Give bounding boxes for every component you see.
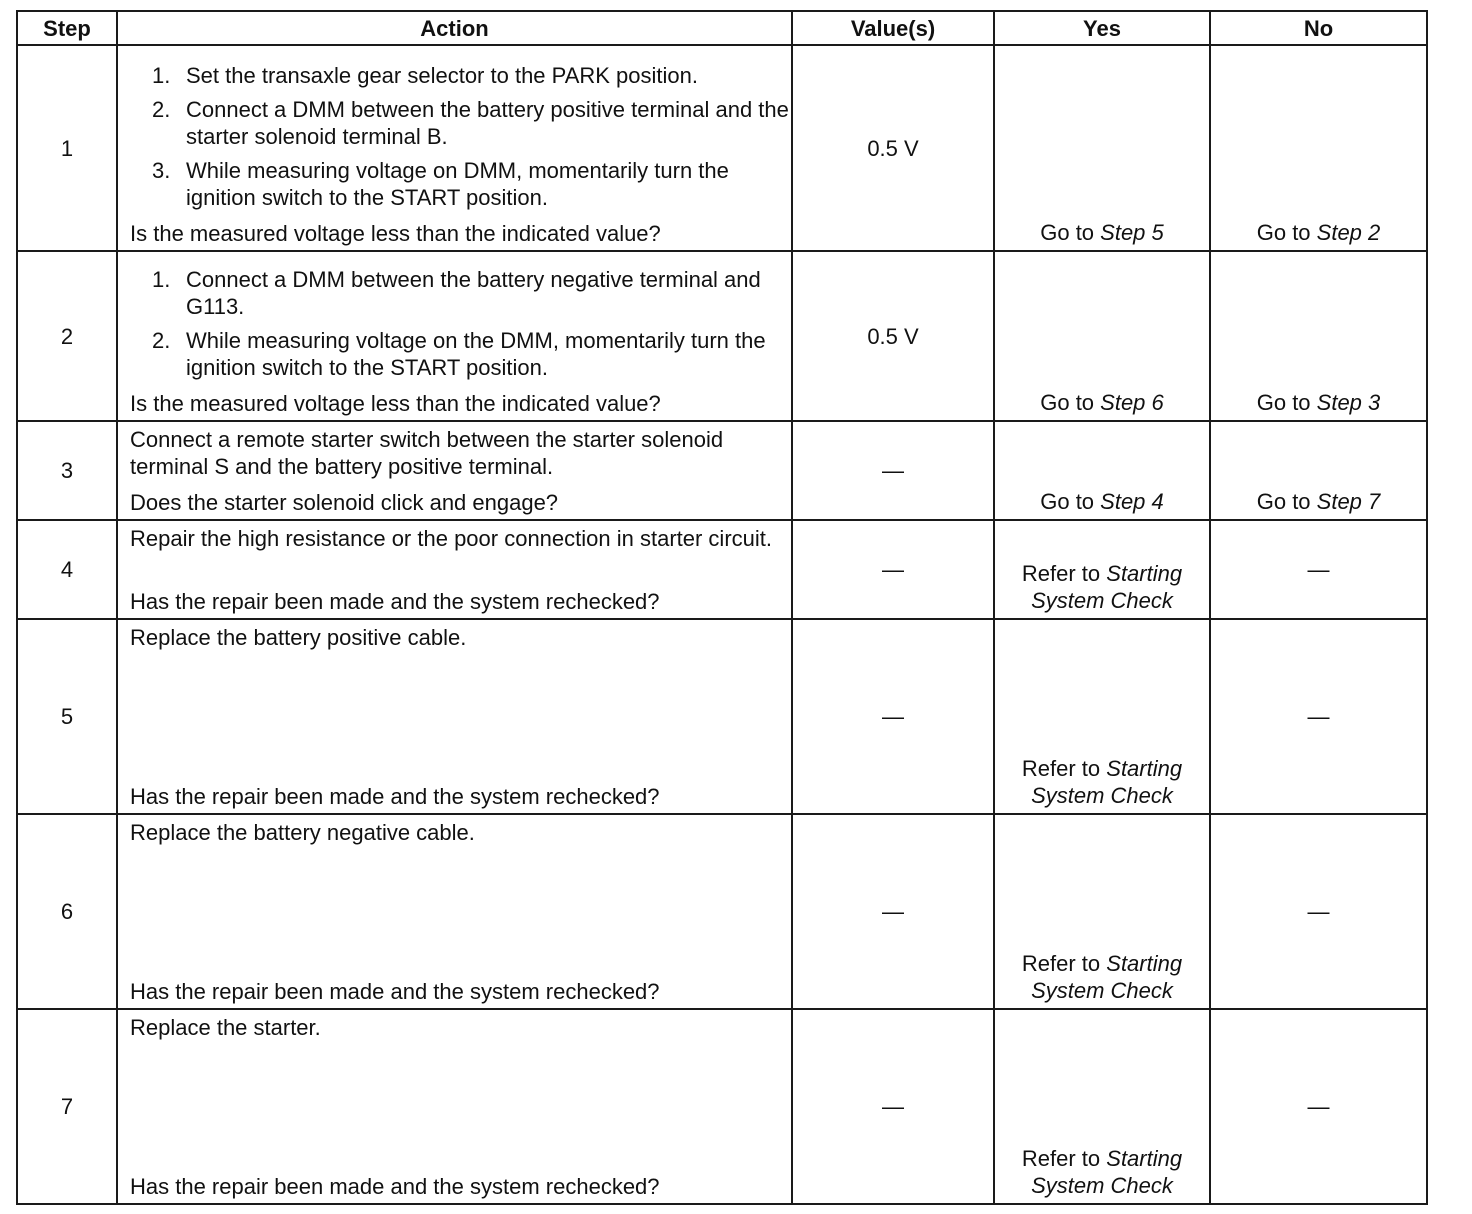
value-cell — [792, 421, 994, 520]
no-cell — [1210, 520, 1427, 619]
header-no: No — [1210, 11, 1427, 45]
value-cell: 0.5 V — [792, 251, 994, 421]
yes-result: Refer to Starting System Check — [1021, 1146, 1183, 1198]
table-row-step-3 — [17, 421, 1427, 520]
step-number: 4 — [17, 520, 117, 619]
action-question: Has the repair been made and the system rechecked? — [130, 979, 660, 1004]
action-cell — [117, 619, 792, 814]
diagnostic-table — [16, 10, 1428, 1205]
yes-result: Refer to Starting System Check — [1021, 561, 1183, 613]
yes-cell — [994, 421, 1210, 520]
empty-value-dash: — — [882, 458, 904, 483]
header-yes: Yes — [994, 11, 1210, 45]
step-number: 3 — [17, 421, 117, 520]
action-question: Is the measured voltage less than the indicated value? — [130, 391, 661, 416]
empty-value-dash: — — [882, 704, 904, 729]
step-number: 6 — [17, 814, 117, 1009]
yes-result: Refer to Starting System Check — [1021, 756, 1183, 808]
action-instruction: Replace the battery negative cable. — [130, 820, 475, 845]
empty-value-dash: — — [882, 557, 904, 582]
table-row-step-5 — [17, 619, 1427, 814]
value-cell — [792, 619, 994, 814]
value-cell: 0.5 V — [792, 45, 994, 251]
action-question: Does the starter solenoid click and engage? — [130, 490, 559, 515]
yes-cell — [994, 520, 1210, 619]
no-cell — [1210, 619, 1427, 814]
empty-no-dash: — — [1307, 704, 1330, 729]
action-cell — [117, 421, 792, 520]
diagnostic-table-sheet — [16, 10, 1426, 1205]
value-cell — [792, 520, 994, 619]
header-action: Action — [117, 11, 792, 45]
table-header-row — [17, 11, 1427, 45]
list-item: 2. Connect a DMM between the battery positive terminal and the starter solenoid terminal B. — [152, 97, 789, 149]
yes-result: Go to Step 5 — [1040, 220, 1164, 245]
step-number: 2 — [17, 251, 117, 421]
action-steps-list — [118, 46, 791, 211]
value-cell — [792, 1009, 994, 1204]
list-item: 1. Connect a DMM between the battery negative terminal and G113. — [152, 267, 761, 319]
action-steps-list — [118, 252, 791, 381]
action-cell — [117, 520, 792, 619]
action-question: Has the repair been made and the system rechecked? — [130, 784, 660, 809]
empty-value-dash: — — [882, 899, 904, 924]
empty-value-dash: — — [882, 1094, 904, 1119]
table-row-step-2 — [17, 251, 1427, 421]
table-row-step-7 — [17, 1009, 1427, 1204]
table-row-step-6 — [17, 814, 1427, 1009]
action-instruction: Replace the starter. — [130, 1015, 321, 1040]
header-values: Value(s) — [792, 11, 994, 45]
yes-result: Go to Step 4 — [1040, 489, 1164, 514]
action-cell — [117, 814, 792, 1009]
table-row-step-1 — [17, 45, 1427, 251]
step-number: 7 — [17, 1009, 117, 1204]
empty-no-dash: — — [1307, 1094, 1330, 1119]
action-cell — [117, 251, 792, 421]
no-cell — [1210, 251, 1427, 421]
no-cell — [1210, 814, 1427, 1009]
yes-cell — [994, 45, 1210, 251]
action-question: Has the repair been made and the system rechecked? — [130, 1174, 660, 1199]
empty-no-dash: — — [1307, 899, 1330, 924]
value-cell — [792, 814, 994, 1009]
no-cell — [1210, 421, 1427, 520]
no-result: Go to Step 3 — [1256, 390, 1381, 415]
list-item: 1. Set the transaxle gear selector to the PARK position. — [152, 63, 698, 88]
step-number: 5 — [17, 619, 117, 814]
yes-cell — [994, 814, 1210, 1009]
action-instruction: Replace the battery positive cable. — [130, 625, 467, 650]
yes-cell — [994, 1009, 1210, 1204]
header-step: Step — [17, 11, 117, 45]
no-cell — [1210, 1009, 1427, 1204]
action-cell — [117, 1009, 792, 1204]
action-instruction: Connect a remote starter switch between the starter solenoid terminal S and the battery positive terminal. — [130, 427, 724, 479]
no-result: Go to Step 7 — [1256, 489, 1381, 514]
action-question: Has the repair been made and the system rechecked? — [130, 589, 660, 614]
empty-no-dash: — — [1307, 557, 1330, 582]
yes-cell — [994, 251, 1210, 421]
action-question: Is the measured voltage less than the indicated value? — [130, 221, 661, 246]
action-instruction: Repair the high resistance or the poor connection in starter circuit. — [130, 526, 772, 551]
list-item: 2. While measuring voltage on the DMM, momentarily turn the ignition switch to the START position. — [152, 328, 766, 380]
action-cell — [117, 45, 792, 251]
yes-cell — [994, 619, 1210, 814]
no-result: Go to Step 2 — [1256, 220, 1381, 245]
yes-result: Refer to Starting System Check — [1021, 951, 1183, 1003]
list-item: 3. While measuring voltage on DMM, momentarily turn the ignition switch to the START position. — [152, 158, 729, 210]
table-row-step-4 — [17, 520, 1427, 619]
yes-result: Go to Step 6 — [1040, 390, 1164, 415]
no-cell — [1210, 45, 1427, 251]
step-number: 1 — [17, 45, 117, 251]
